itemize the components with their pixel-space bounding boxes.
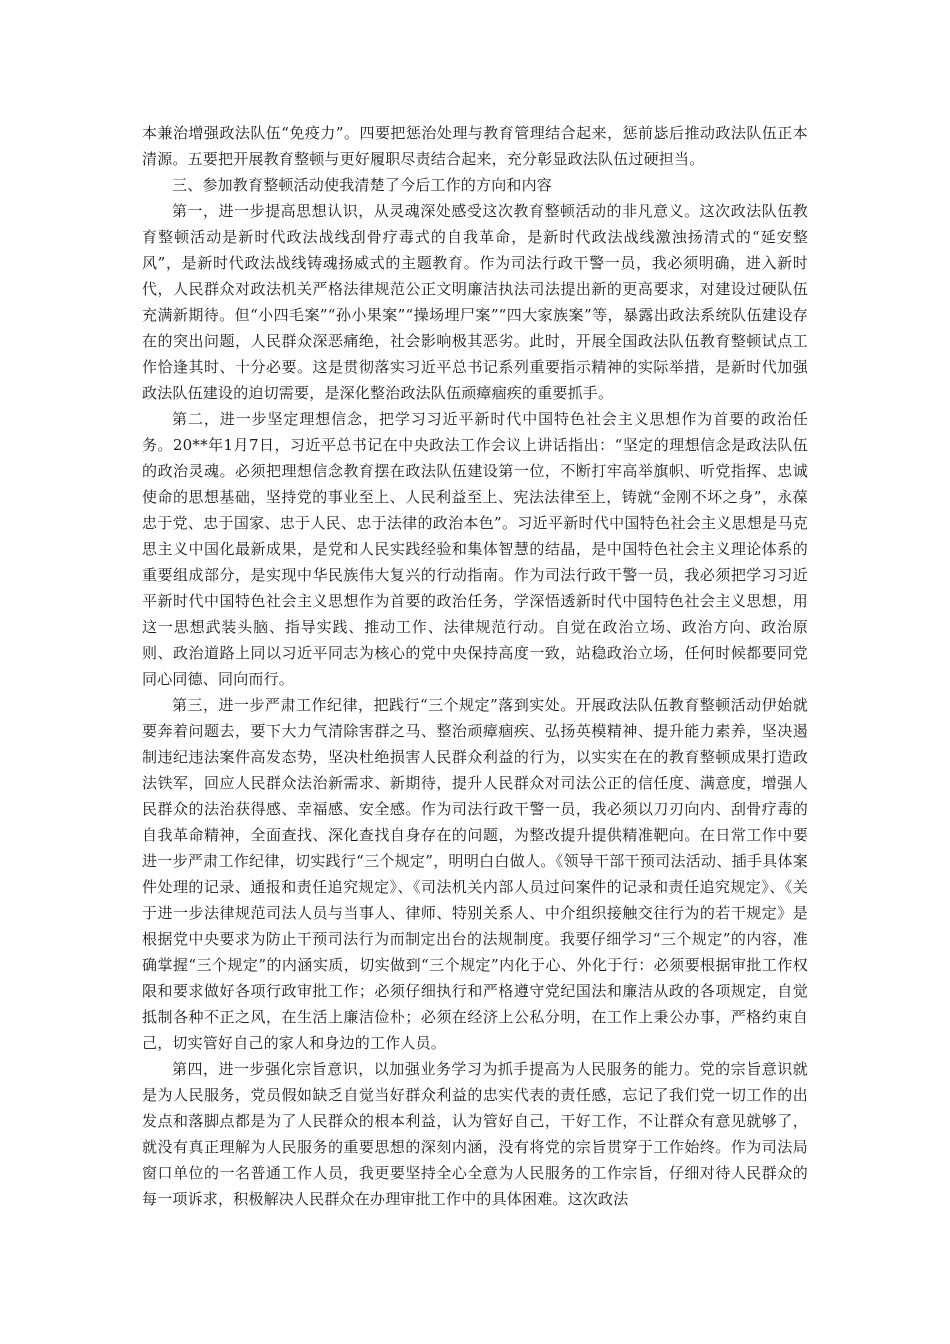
paragraph-first: 第一，进一步提高思想认识，从灵魂深处感受这次教育整顿活动的非凡意义。这次政法队伍教育整顿活动是新时代政法战线刮骨疗毒式的自我革命，是新时代政法战线激浊扬清式的“延安整风”，是新时代政法战线铸魂扬威式的主题教育。作为司法行政干警一员，我必须明确，进入新时代，人民群众对政法机关严格法律规范公正文明廉洁执法司法提出新的更高要求，对建设过硬队伍充满新期待。但“小四毛案”“孙小果案”“操场埋尸案”“四大家族案”等，暴露出政法系统队伍建设存在的突出问题，人民群众深恶痛绝，社会影响极其恶劣。此时，开展全国政法队伍教育整顿试点工作恰逢其时、十分必要。这是贯彻落实习近平总书记系列重要指示精神的实际举措，是新时代加强政法队伍建设的迫切需要，是深化整治政法队伍顽瘴痼疾的重要抓手。 xyxy=(142,202,808,402)
document-body xyxy=(142,120,808,1212)
paragraph-third: 第三，进一步严肃工作纪律，把践行“三个规定”落到实处。开展政法队伍教育整顿活动伊始就要奔着问题去，要下大力气清除害群之马、整治顽瘴痼疾、弘扬英模精神、提升能力素养，坚决遏制违纪违法案件高发态势，坚决杜绝损害人民群众利益的行为，以实实在在的教育整顿成果打造政法铁军，回应人民群众法治新需求、新期待，提升人民群众对司法公正的信任度、满意度，增强人民群众的法治获得感、幸福感、安全感。作为司法行政干警一员，我必须以刀刃向内、刮骨疗毒的自我革命精神，全面查找、深化查找自身存在的问题，为整改提升提供精准靶向。在日常工作中要进一步严肃工作纪律，切实践行“三个规定”，明明白白做人。《领导干部干预司法活动、插手具体案件处理的记录、通报和责任追究规定》、《司法机关内部人员过问案件的记录和责任追究规定》、《关于进一步法律规范司法人员与当事人、律师、特别关系人、中介组织接触交往行为的若干规定》是根据党中央要求为防止干预司法行为而制定出台的法规制度。我要仔细学习“三个规定”的内容，准确掌握“三个规定”的内涵实质，切实做到“三个规定”内化于心、外化于行：必须要根据审批工作权限和要求做好各项行政审批工作；必须仔细执行和严格遵守党纪国法和廉洁从政的各项规定，自觉抵制各种不正之风，在生活上廉洁俭朴；必须在经济上公私分明，在工作上秉公办事，严格约束自己，切实管好自己的家人和身边的工作人员。 xyxy=(142,696,808,1052)
paragraph-fourth: 第四，进一步强化宗旨意识，以加强业务学习为抓手提高为人民服务的能力。党的宗旨意识就是为人民服务，党员假如缺乏自觉当好群众利益的忠实代表的责任感，忘记了我们党一切工作的出发点和落脚点都是为了人民群众的根本利益，认为管好自己，干好工作，不让群众有意见就够了，就没有真正理解为人民服务的重要思想的深刻内涵，没有将党的宗旨贯穿于工作始终。作为司法局窗口单位的一名普通工作人员，我更要坚持全心全意为人民服务的工作宗旨，仔细对待人民群众的每一项诉求，积极解决人民群众在办理审批工作中的具体困难。这次政法 xyxy=(142,1060,808,1208)
paragraph-second: 第二，进一步坚定理想信念，把学习习近平新时代中国特色社会主义思想作为首要的政治任务。20**年1月7日，习近平总书记在中央政法工作会议上讲话指出：“坚定的理想信念是政法队伍的政治灵魂。必须把理想信念教育摆在政法队伍建设第一位，不断打牢高举旗帜、听党指挥、忠诚使命的思想基础，坚持党的事业至上、人民利益至上、宪法法律至上，铸就“金刚不坏之身”，永葆忠于党、忠于国家、忠于人民、忠于法律的政治本色”。习近平新时代中国特色社会主义思想是马克思主义中国化最新成果，是党和人民实践经验和集体智慧的结晶，是中国特色社会主义理论体系的重要组成部分，是实现中华民族伟大复兴的行动指南。作为司法行政干警一员，我必须把学习习近平新时代中国特色社会主义思想作为首要的政治任务，学深悟透新时代中国特色社会主义思想，用这一思想武装头脑、指导实践、推动工作、法律规范行动。自觉在政治立场、政治方向、政治原则、政治道路上同以习近平同志为核心的党中央保持高度一致，站稳政治立场，任何时候都要同党同心同德、同向而行。 xyxy=(142,410,808,688)
section-heading: 三、参加教育整顿活动使我清楚了今后工作的方向和内容 xyxy=(172,176,553,194)
paragraph-continuation: 本兼治增强政法队伍“免疫力”。四要把惩治处理与教育管理结合起来，惩前毖后推动政法队伍正本清源。五要把开展教育整顿与更好履职尽责结合起来，充分彰显政法队伍过硬担当。 xyxy=(142,124,808,168)
